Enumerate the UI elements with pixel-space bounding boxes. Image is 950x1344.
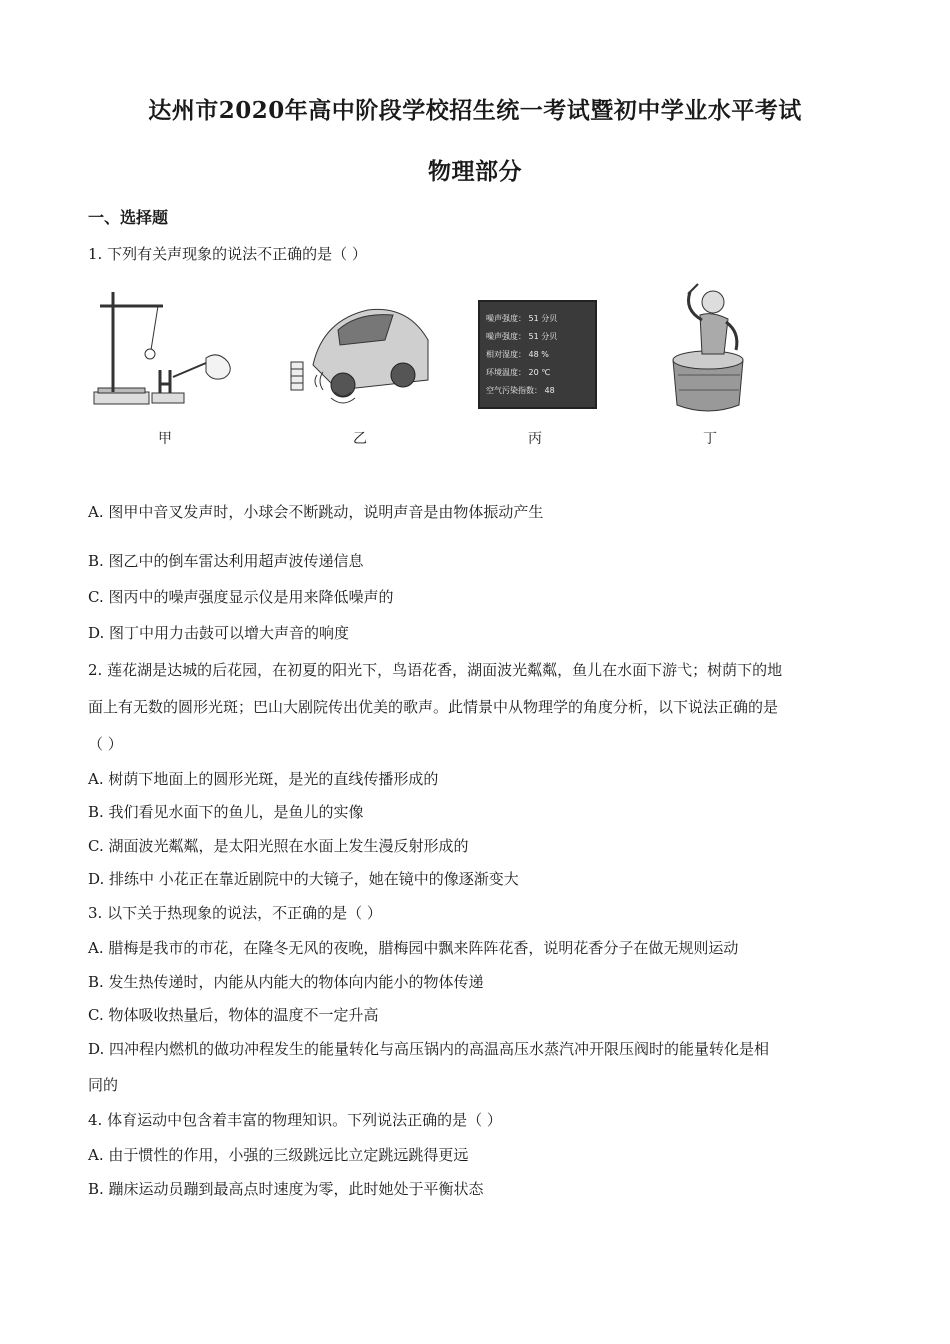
figure-caption-yi: 乙: [353, 431, 367, 447]
q1-option-a: A. 图甲中音叉发声时，小球会不断跳动，说明声音是由物体振动产生: [88, 503, 544, 521]
display-row-label: 噪声强度：: [486, 314, 526, 323]
question-2-stem-line-1: 2. 莲花湖是达城的后花园，在初夏的阳光下，鸟语花香，湖面波光粼粼，鱼儿在水面下游弋；树荫下的地: [88, 661, 783, 679]
tuning-fork-illustration: [88, 280, 248, 415]
figure-caption-jia: 甲: [158, 431, 172, 447]
figure-strip: [88, 280, 788, 455]
q1-option-b: B. 图乙中的倒车雷达利用超声波传递信息: [88, 552, 364, 570]
q3-option-b: B. 发生热传递时，内能从内能大的物体向内能小的物体传递: [88, 973, 484, 991]
q2-option-b: B. 我们看见水面下的鱼儿，是鱼儿的实像: [88, 803, 364, 821]
q1-option-c: C. 图丙中的噪声强度显示仪是用来降低噪声的: [88, 588, 394, 606]
drum-illustration: [658, 280, 768, 415]
q2-option-a: A. 树荫下地面上的圆形光斑，是光的直线传播形成的: [88, 770, 439, 788]
q2-option-d: D. 排练中 小花正在靠近剧院中的大镜子，她在镜中的像逐渐变大: [88, 870, 519, 888]
question-3-stem: 3. 以下关于热现象的说法，不正确的是（ ）: [88, 904, 382, 922]
display-row-label: 环境温度：: [486, 368, 526, 377]
figure-tuning-fork: [88, 280, 248, 447]
display-row-label: 空气污染指数：: [486, 386, 542, 395]
question-1-stem: 1. 下列有关声现象的说法不正确的是（ ）: [88, 245, 367, 263]
question-4-stem: 4. 体育运动中包含着丰富的物理知识。下列说法正确的是（ ）: [88, 1111, 502, 1129]
q2-option-c: C. 湖面波光粼粼，是太阳光照在水面上发生漫反射形成的: [88, 837, 469, 855]
display-row-value: 51 分贝: [528, 314, 558, 323]
display-row-label: 相对湿度：: [486, 350, 526, 359]
car-illustration: [283, 280, 443, 415]
q3-option-d-cont: 同的: [88, 1076, 119, 1094]
q3-option-a: A. 腊梅是我市的市花，在隆冬无风的夜晚，腊梅园中飘来阵阵花香，说明花香分子在做无规则运动: [88, 939, 739, 957]
q3-option-d: D. 四冲程内燃机的做功冲程发生的能量转化与高压锅内的高温高压水蒸汽冲开限压阀时的能量转化是相: [88, 1040, 770, 1058]
q3-option-c: C. 物体吸收热量后，物体的温度不一定升高: [88, 1006, 379, 1024]
noise-display-board: [478, 300, 597, 409]
q4-option-b: B. 蹦床运动员蹦到最高点时速度为零，此时她处于平衡状态: [88, 1180, 484, 1198]
figure-caption-ding: 丁: [703, 431, 717, 447]
figure-drum: [658, 280, 768, 447]
display-row-value: 20 ℃: [528, 368, 551, 377]
q4-option-a: A. 由于惯性的作用，小强的三级跳远比立定跳远跳得更远: [88, 1146, 469, 1164]
figure-caption-bing: 丙: [528, 431, 542, 447]
display-row-label: 噪声强度：: [486, 332, 526, 341]
figure-reverse-radar: [283, 280, 443, 447]
section-title: 一、选择题: [88, 208, 169, 227]
question-2-stem-line-2: 面上有无数的圆形光斑；巴山大剧院传出优美的歌声。此情景中从物理学的角度分析，以下说法正确的是: [88, 698, 779, 716]
question-2-stem-line-3: （ ）: [88, 735, 123, 753]
page-title: 达州市2020年高中阶段学校招生统一考试暨初中学业水平考试: [148, 97, 802, 124]
display-row-value: 48 %: [528, 350, 549, 359]
display-row-value: 51 分贝: [528, 332, 558, 341]
page-subtitle: 物理部分: [428, 158, 522, 185]
q1-option-d: D. 图丁中用力击鼓可以增大声音的响度: [88, 624, 350, 642]
display-row-value: 48: [544, 386, 555, 395]
